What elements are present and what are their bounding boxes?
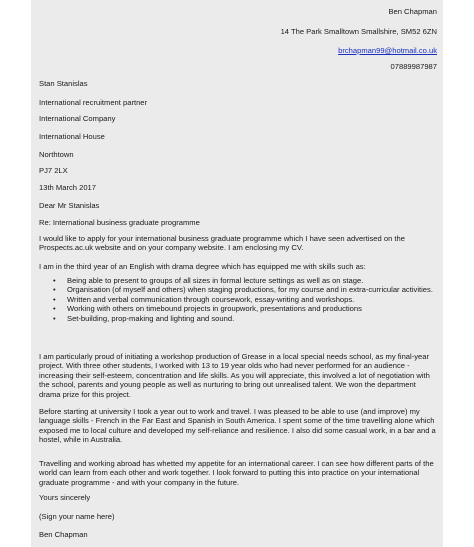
subject-line: Re: International business graduate programme [39, 218, 200, 227]
list-item [39, 304, 437, 313]
bullet-icon: • [53, 285, 56, 295]
skills-list [39, 276, 437, 323]
recipient-name: Stan Stanislas [39, 79, 88, 88]
paragraph-skills-intro: I am in the third year of an English with drama degree which has equipped me with skills such as: [39, 262, 366, 271]
bullet-icon: • [53, 276, 56, 285]
sender-email-link[interactable]: brchapman99@hotmail.co.uk [338, 46, 437, 55]
paragraph-project: I am particularly proud of initiating a workshop production of Grease in a local special needs school, as my final-year project. With three other students, I worked with 13 to 19 year olds who had never performed for an audience - increasing their self-esteem, concentration and life skills. As you will appreciate, this involved a lot of negotiation with the school, parents and young people as well as nurturing to bring out unrealised talent. We won the department drama prize for this project. [39, 352, 430, 399]
list-item-text: Organisation (of myself and others) when staging productions, for my course and in extra-curricular activities. [67, 285, 433, 295]
signoff-name: Ben Chapman [39, 530, 88, 539]
paragraph-travel: Before starting at university I took a year out to work and travel. I was pleased to be able to use (and improve) my language skills - French in the Far East and Spanish in South America. I spent some of the time travelling alone which exposed me to local culture and developed my self-reliance and resilience. I also did some casual work, in a bar and a hostel, while in Australia. [39, 407, 436, 445]
recipient-building: International House [39, 132, 105, 141]
bullet-icon: • [53, 313, 56, 323]
bullet-icon: • [53, 304, 56, 314]
list-item-text: Being able to present to groups of all sizes in formal lecture settings as well as on stage. [67, 276, 364, 285]
recipient-town: Northtown [39, 150, 74, 159]
list-item [39, 314, 437, 323]
paragraph-career: Travelling and working abroad has whetted my appetite for an international career. I can see how different parts of the world can learn from each other and work together. I look forward to putting this into practice on your international graduate programme - and with your company in the future. [39, 459, 434, 487]
list-item [39, 285, 437, 294]
letter-page [31, 0, 443, 547]
recipient-company: International Company [39, 114, 116, 123]
paragraph-intro: I would like to apply for your international business graduate programme which I have seen advertised on the Prospects.ac.uk website and on your company website. I am enclosing my CV. [39, 234, 405, 253]
sender-address: 14 The Park Smalltown Smallshire, SM52 6ZN [280, 27, 437, 36]
list-item-text: Working with others on timebound projects in groupwork, presentations and productions [67, 304, 362, 314]
list-item [39, 295, 437, 304]
recipient-postcode: PJ7 2LX [39, 166, 68, 175]
recipient-title: International recruitment partner [39, 98, 148, 107]
sender-name: Ben Chapman [388, 7, 437, 16]
list-item [39, 276, 437, 285]
list-item-text: Set-building, prop-making and lighting and sound. [67, 313, 235, 323]
bullet-icon: • [53, 294, 56, 304]
list-item-text: Written and verbal communication through coursework, essay-writing and workshops. [67, 294, 355, 304]
sender-phone: 07889987987 [390, 62, 437, 71]
letter-date: 13th March 2017 [39, 183, 96, 192]
signature-placeholder: (Sign your name here) [39, 512, 115, 521]
closing: Yours sincerely [39, 493, 91, 502]
salutation: Dear Mr Stanislas [39, 201, 100, 210]
